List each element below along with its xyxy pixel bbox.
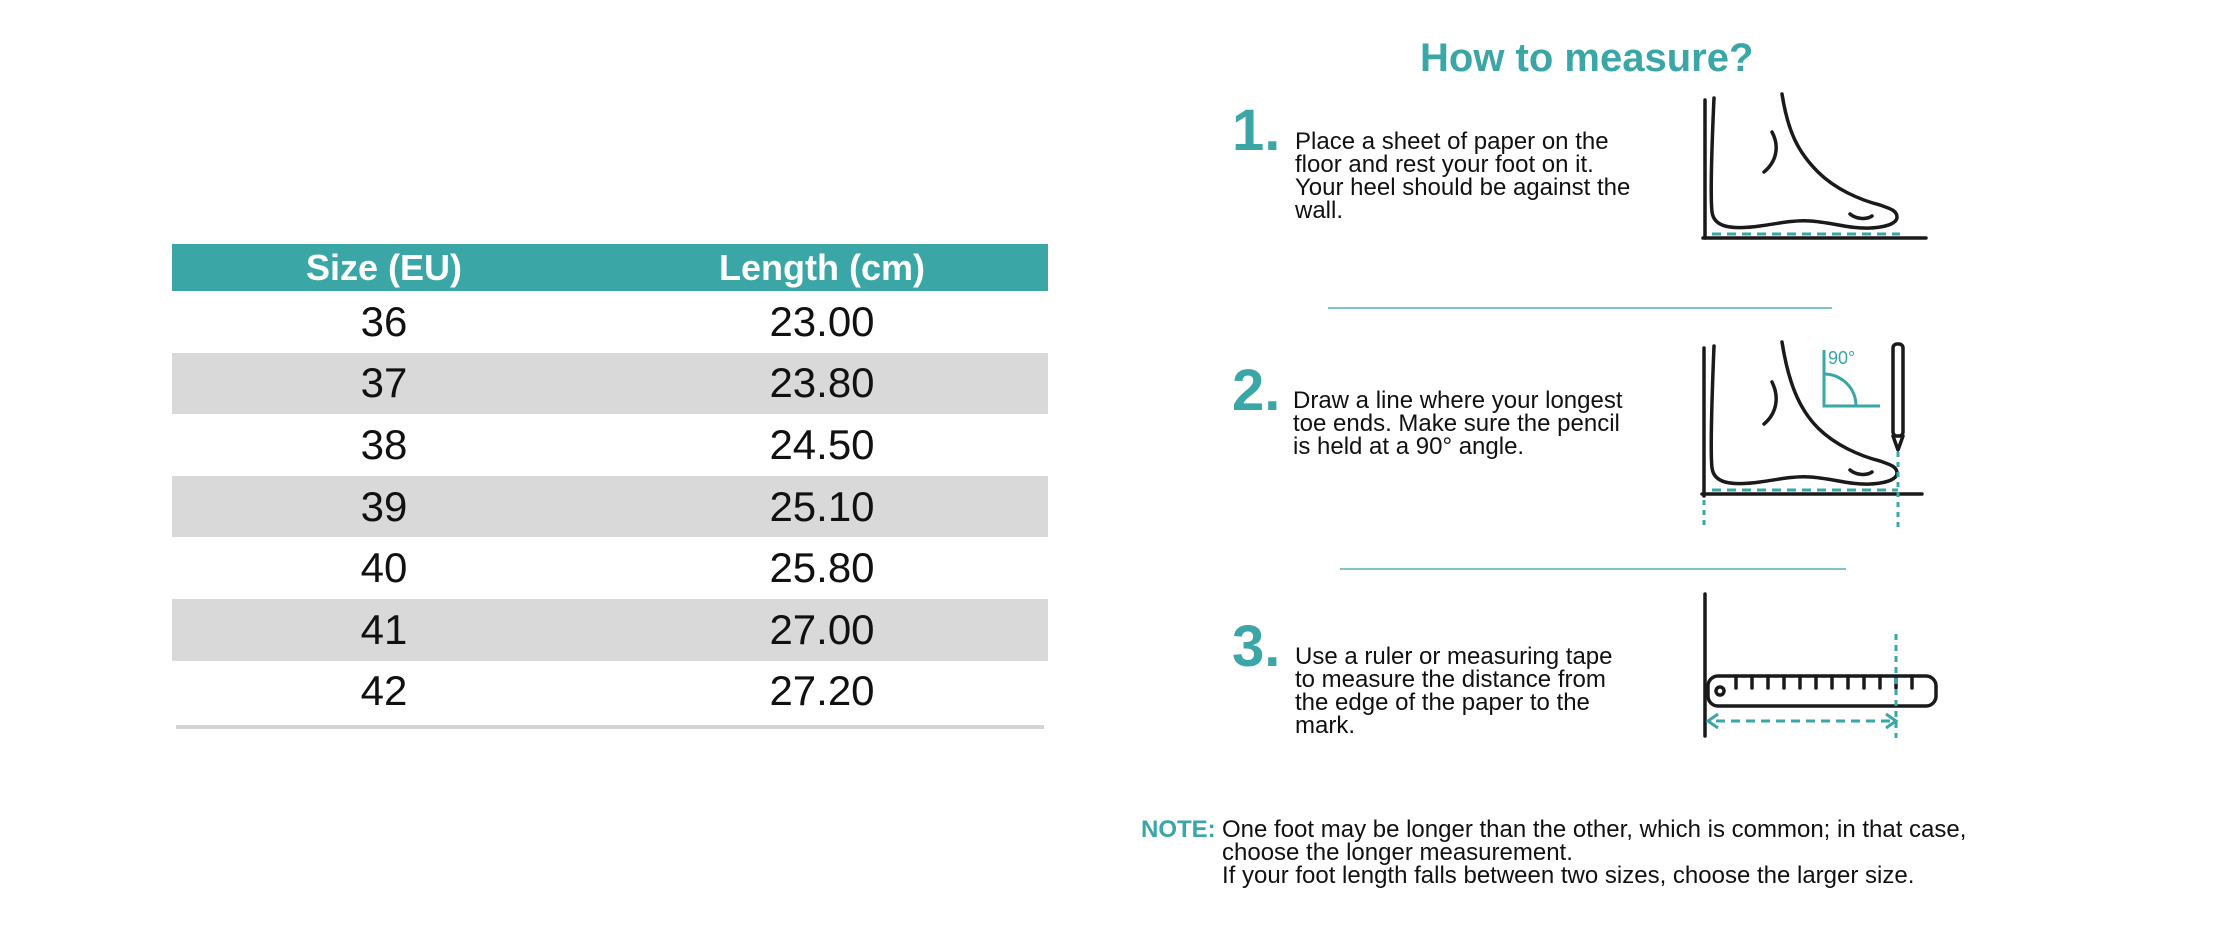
table-row	[172, 291, 1048, 353]
table-row	[172, 476, 1048, 538]
step-3-number: 3.	[1232, 614, 1281, 679]
foot-on-paper-icon	[1700, 92, 1930, 242]
step-1-number: 1.	[1232, 98, 1281, 163]
foot-pencil-90-icon	[1698, 340, 1928, 530]
size-cell: 37	[360, 359, 408, 407]
table-row	[172, 661, 1048, 723]
header-length: Length (cm)	[719, 247, 925, 288]
length-cell: 25.80	[769, 544, 875, 592]
measure-title: How to measure?	[1420, 36, 1754, 80]
length-cell: 27.20	[769, 667, 875, 715]
note-text: One foot may be longer than the other, which is common; in that case, choose the longer measurement. If your foot length falls between two sizes, choose the larger size.	[1222, 816, 1967, 889]
size-table	[172, 244, 1048, 729]
ruler-measurement-icon	[1696, 592, 1942, 742]
step-2-number: 2.	[1232, 358, 1281, 423]
note-label: NOTE:	[1141, 816, 1216, 843]
length-cell: 23.00	[769, 297, 875, 345]
size-cell: 38	[360, 420, 408, 468]
table-header	[172, 244, 1048, 291]
size-cell: 40	[360, 544, 408, 592]
size-cell: 41	[360, 605, 408, 653]
length-cell: 24.50	[769, 420, 875, 468]
table-row	[172, 414, 1048, 476]
table-row	[172, 599, 1048, 661]
length-cell: 25.10	[769, 482, 875, 530]
size-cell: 36	[360, 297, 408, 345]
table-row	[172, 353, 1048, 415]
step-2-text: Draw a line where your longest toe ends. Make sure the pencil is held at a 90° angle.	[1293, 387, 1623, 460]
step-1-text: Place a sheet of paper on the floor and rest your foot on it. Your heel should be against the wall.	[1295, 128, 1631, 224]
size-cell: 39	[360, 482, 408, 530]
size-cell: 42	[360, 667, 408, 715]
header-size: Size (EU)	[305, 247, 463, 288]
table-bottom-rule	[176, 725, 1044, 729]
section-divider	[1328, 307, 1832, 309]
step-3-text: Use a ruler or measuring tape to measure the distance from the edge of the paper to the mark.	[1295, 643, 1613, 739]
length-cell: 27.00	[769, 605, 875, 653]
section-divider	[1340, 568, 1846, 570]
table-row	[172, 537, 1048, 599]
angle-label: 90°	[1828, 348, 1856, 368]
length-cell: 23.80	[769, 359, 875, 407]
